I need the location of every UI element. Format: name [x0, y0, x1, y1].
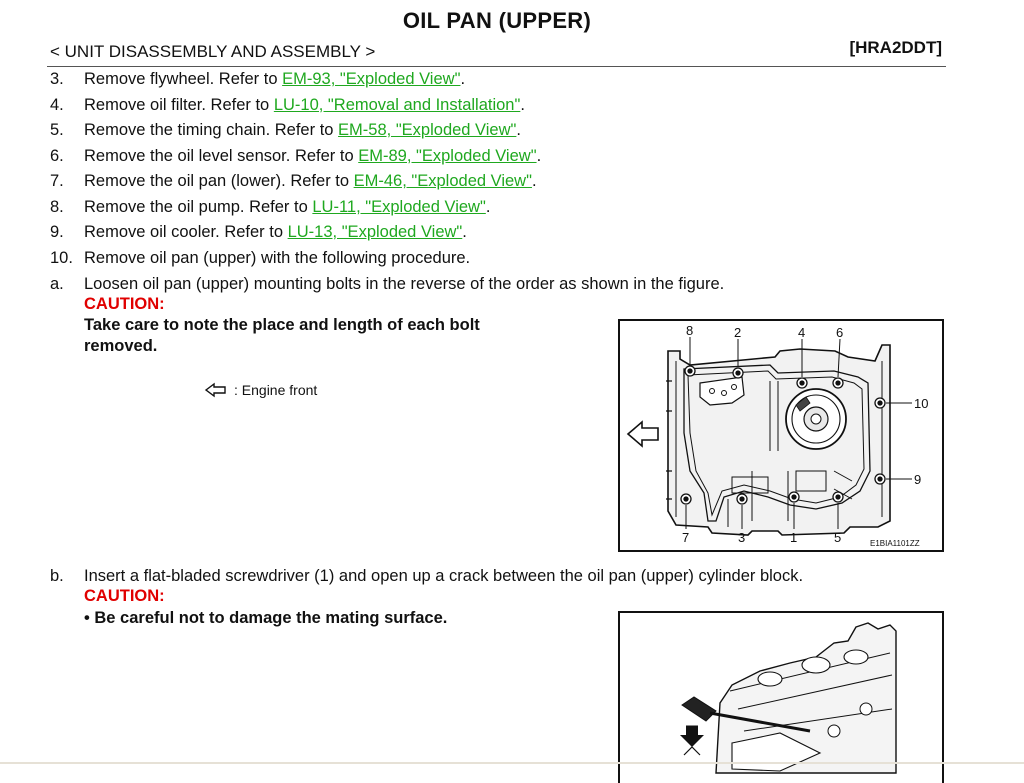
- step-text: Remove the oil pan (lower). Refer to: [84, 172, 354, 190]
- screwdriver-handle: [682, 697, 716, 721]
- step-end: .: [536, 146, 542, 165]
- step-3: [50, 70, 465, 89]
- section-heading: < UNIT DISASSEMBLY AND ASSEMBLY >: [50, 42, 376, 61]
- reference-link-lu11[interactable]: LU-11, "Exploded View": [312, 197, 486, 216]
- step-4: [50, 96, 525, 115]
- step-number: 3.: [50, 70, 64, 88]
- step-9: [50, 223, 467, 242]
- reference-link-em46[interactable]: EM-46, "Exploded View": [353, 172, 532, 190]
- page-title: OIL PAN (UPPER): [402, 8, 592, 33]
- step-8: [50, 198, 490, 217]
- step-number: 8.: [50, 197, 64, 216]
- substep-text: Insert a flat-bladed screwdriver (1) and open up a crack between the oil pan (upper) cylinder block.: [84, 567, 804, 585]
- substep-letter: a.: [50, 275, 64, 293]
- figure-screwdriver: [618, 611, 944, 783]
- bullet-dot: •: [84, 609, 95, 627]
- legend-text: : Engine front: [234, 382, 318, 398]
- bolt-label-1: 1: [790, 530, 798, 545]
- bolt-label-4: 4: [798, 325, 806, 340]
- step-5: [50, 121, 521, 140]
- step-6: [50, 147, 541, 166]
- substep-text: Loosen oil pan (upper) mounting bolts in the reverse of the order as shown in the figure.: [84, 275, 725, 293]
- page-bottom-line: [0, 762, 1024, 764]
- step-number: 6.: [50, 146, 64, 165]
- step-text: Remove the oil level sensor. Refer to: [84, 146, 359, 165]
- step-text: Remove flywheel. Refer to: [84, 70, 283, 88]
- reference-link-em89[interactable]: EM-89, "Exploded View": [358, 146, 537, 165]
- down-arrow-icon: [680, 725, 704, 747]
- document-code: [HRA2DDT]: [849, 38, 942, 57]
- figure-code: E1BIA1101ZZ: [870, 539, 920, 548]
- step-text: Remove oil filter. Refer to: [84, 95, 274, 114]
- engine-front-arrow-icon: [628, 422, 658, 446]
- caution-text-line2: removed.: [84, 337, 158, 355]
- engine-front-arrow-icon: [204, 382, 228, 398]
- substep-b: [50, 567, 803, 586]
- substep-a: [50, 275, 724, 294]
- bolt-label-3: 3: [738, 530, 746, 545]
- step-end: .: [485, 197, 491, 216]
- reference-link-lu13[interactable]: LU-13, "Exploded View": [287, 223, 463, 241]
- bolt-label-7: 7: [682, 530, 690, 545]
- step-end: .: [520, 95, 525, 114]
- step-end: .: [462, 223, 467, 241]
- step-end: .: [460, 70, 466, 88]
- step-number: 4.: [50, 95, 64, 114]
- reference-link-em93[interactable]: EM-93, "Exploded View": [282, 70, 461, 88]
- step-number: 10.: [50, 249, 73, 267]
- step-text: Remove the oil pump. Refer to: [84, 197, 313, 216]
- step-text: Remove oil cooler. Refer to: [84, 223, 288, 241]
- caution-label-b: CAUTION:: [84, 587, 165, 605]
- bolt-label-2: 2: [734, 325, 742, 340]
- substep-letter: b.: [50, 567, 64, 585]
- bolt-label-6: 6: [836, 325, 844, 340]
- bolt-label-5: 5: [834, 530, 842, 545]
- oil-pan-diagram: [620, 321, 942, 550]
- step-text: Remove the timing chain. Refer to: [84, 121, 339, 139]
- reference-link-em58[interactable]: EM-58, "Exploded View": [338, 121, 517, 139]
- step-end: .: [531, 172, 537, 190]
- step-number: 7.: [50, 172, 64, 190]
- caution-bullet: [84, 608, 447, 629]
- caution-label: CAUTION:: [84, 295, 165, 313]
- step-number: 5.: [50, 121, 64, 139]
- bolt-label-10: 10: [914, 396, 929, 411]
- legend: [204, 382, 317, 398]
- screwdriver-diagram: [620, 613, 942, 783]
- bolt-label-9: 9: [914, 472, 922, 487]
- header-divider: [47, 66, 946, 67]
- caution-bullet-text: Be careful not to damage the mating surface.: [94, 609, 448, 627]
- step-text: Remove oil pan (upper) with the following procedure.: [84, 249, 471, 267]
- step-end: .: [516, 121, 521, 139]
- step-10: [50, 249, 470, 268]
- step-number: 9.: [50, 223, 64, 241]
- reference-link-lu10[interactable]: LU-10, "Removal and Installation": [273, 95, 521, 114]
- figure-bolt-order: [618, 319, 944, 552]
- caution-text-line1: Take care to note the place and length of each bolt: [84, 316, 480, 334]
- step-7: [50, 172, 537, 191]
- bolt-label-8: 8: [686, 323, 694, 338]
